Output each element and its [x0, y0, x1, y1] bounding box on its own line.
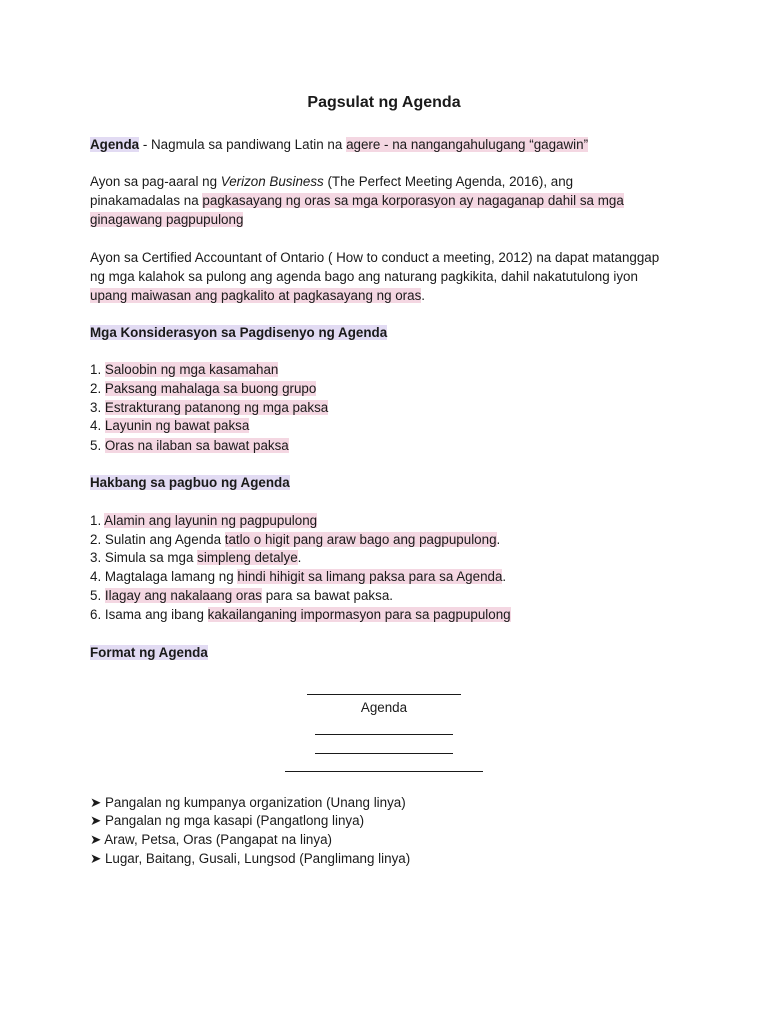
- list-item-highlight: hindi hihigit sa limang paksa para sa Agenda: [237, 569, 503, 584]
- list-item: [90, 567, 506, 586]
- list-item-text: Saloobin ng mga kasamahan: [104, 362, 279, 377]
- format-blank-line: [307, 694, 461, 695]
- list-item: [90, 360, 278, 379]
- list-item-highlight: kakailanganing impormasyon para sa pagpupulong: [207, 607, 511, 622]
- definition-term: Agenda: [90, 137, 140, 152]
- paragraph-2-period: .: [421, 288, 426, 303]
- paragraph-1-line-2: [90, 191, 624, 210]
- page-title: Pagsulat ng Agenda: [307, 94, 461, 111]
- list-item-suffix: .: [502, 569, 507, 584]
- section-heading-format: [90, 643, 208, 662]
- section-heading-text: Format ng Agenda: [90, 645, 208, 660]
- list-item-prefix: 1.: [90, 513, 105, 528]
- list-item-prefix: 3. Simula sa mga: [90, 550, 198, 565]
- bullet-item: [90, 811, 364, 830]
- format-blank-line: [315, 734, 453, 735]
- list-item-highlight: tatlo o higit pang araw bago ang pagpupulong: [224, 532, 497, 547]
- list-item-prefix: 5.: [90, 588, 105, 603]
- bullet-item: [90, 793, 406, 812]
- list-item-highlight: Ilagay ang nakalaang oras: [104, 588, 262, 603]
- list-item-highlight: simpleng detalye: [197, 550, 298, 565]
- list-item: [90, 586, 393, 605]
- list-item-suffix: .: [496, 532, 501, 547]
- list-item: [90, 548, 301, 567]
- agenda-definition: [90, 135, 588, 154]
- list-item-text: Paksang mahalaga sa buong grupo: [104, 381, 317, 396]
- section-heading-steps: [90, 473, 290, 492]
- arrow-bullet-icon: ➤: [90, 795, 102, 810]
- list-item: [90, 416, 249, 435]
- section-heading-text: Hakbang sa pagbuo ng Agenda: [90, 475, 290, 490]
- paragraph-2-line-3: [90, 286, 425, 305]
- bullet-text: Pangalan ng kumpanya organization (Unang linya): [104, 795, 406, 810]
- list-item: [90, 530, 500, 549]
- paragraph-2-highlight: upang maiwasan ang pagkalito at pagkasayang ng oras: [90, 288, 422, 303]
- paragraph-1-text: Ayon sa pag-aaral ng: [90, 174, 221, 189]
- format-blank-line: [285, 771, 483, 772]
- bullet-item: [90, 830, 332, 849]
- list-item-prefix: 6. Isama ang ibang: [90, 607, 208, 622]
- list-item: [90, 379, 316, 398]
- list-item: [90, 398, 328, 417]
- arrow-bullet-icon: ➤: [90, 832, 102, 847]
- arrow-bullet-icon: ➤: [90, 851, 102, 866]
- paragraph-2-line-1: Ayon sa Certified Accountant of Ontario ( How to conduct a meeting, 2012) na dapat matanggap: [90, 250, 660, 265]
- list-item: [90, 511, 317, 530]
- list-item-suffix: .: [297, 550, 302, 565]
- arrow-bullet-icon: ➤: [90, 813, 102, 828]
- list-item-prefix: 4. Magtalaga lamang ng: [90, 569, 238, 584]
- paragraph-1-line-3: [90, 210, 243, 229]
- format-agenda-label: Agenda: [360, 700, 408, 715]
- section-heading-considerations: [90, 323, 387, 342]
- list-item-text: Oras na ilaban sa bawat paksa: [104, 438, 289, 453]
- bullet-text: Lugar, Baitang, Gusali, Lungsod (Panglimang linya): [104, 851, 411, 866]
- list-item-prefix: 2. Sulatin ang Agenda: [90, 532, 225, 547]
- paragraph-1-highlight: ginagawang pagpupulong: [90, 212, 244, 227]
- list-item: [90, 436, 289, 455]
- format-blank-line: [315, 753, 453, 754]
- list-item-suffix: para sa bawat paksa.: [261, 588, 393, 603]
- section-heading-text: Mga Konsiderasyon sa Pagdisenyo ng Agenda: [90, 325, 388, 340]
- bullet-text: Araw, Petsa, Oras (Pangapat na linya): [104, 832, 332, 847]
- paragraph-1-line-1: [90, 172, 573, 191]
- list-item-text: Layunin ng bawat paksa: [104, 418, 250, 433]
- list-number: 3.: [90, 400, 105, 415]
- definition-meaning: agere - na nangangahulugang “gagawin”: [346, 137, 589, 152]
- list-number: 5.: [90, 438, 105, 453]
- bullet-text: Pangalan ng mga kasapi (Pangatlong linya): [104, 813, 365, 828]
- paragraph-1-citation: (The Perfect Meeting Agenda, 2016), ang: [323, 174, 574, 189]
- source-name: Verizon Business: [220, 174, 324, 189]
- paragraph-2-line-2: ng mga kalahok sa pulong ang agenda bago ang naturang pagkikita, dahil nakatutulong iyon: [90, 269, 638, 284]
- list-item-text: Estrakturang patanong ng mga paksa: [104, 400, 329, 415]
- list-number: 4.: [90, 418, 105, 433]
- paragraph-1-highlight: pagkasayang ng oras sa mga korporasyon ay nagaganap dahil sa mga: [202, 193, 624, 208]
- list-item-highlight: Alamin ang layunin ng pagpupulong: [104, 513, 318, 528]
- paragraph-1-text: pinakamadalas na: [90, 193, 203, 208]
- list-number: 1.: [90, 362, 105, 377]
- bullet-item: [90, 849, 410, 868]
- list-item: [90, 605, 511, 624]
- definition-text: - Nagmula sa pandiwang Latin na: [139, 137, 347, 152]
- list-number: 2.: [90, 381, 105, 396]
